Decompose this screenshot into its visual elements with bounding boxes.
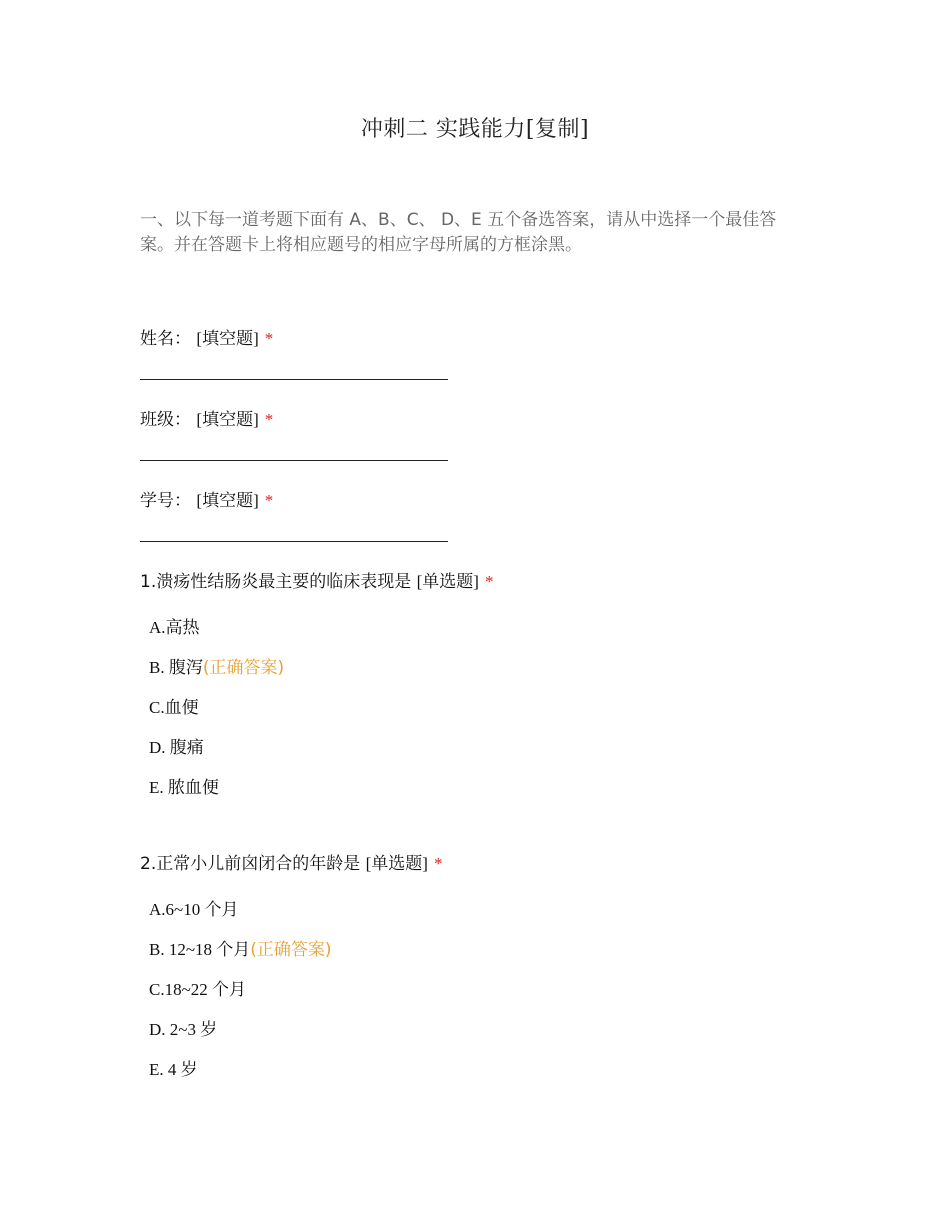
- correct-answer-tag: (正确答案): [250, 940, 332, 960]
- student-id-blank-field[interactable]: [140, 541, 448, 542]
- option-text: 个月: [212, 980, 247, 1000]
- q2-option-b[interactable]: [149, 935, 332, 960]
- question-1-stem: [140, 567, 493, 592]
- required-mark: *: [264, 491, 274, 510]
- instructions-text: 一、以下每一道考题下面有 A、B、C、 D、E 五个备选答案，请从中选择一个最佳答案。并在答题卡上将相应题号的相应字母所属的方框涂黑。: [140, 210, 777, 255]
- question-type: [填空题]: [196, 410, 259, 429]
- question-type: [单选题]: [416, 572, 479, 591]
- option-text: 腹痛: [169, 738, 204, 758]
- required-mark: *: [484, 572, 494, 591]
- option-letter: E. 4: [149, 1060, 181, 1079]
- q1-option-e[interactable]: [149, 773, 219, 798]
- question-2-stem: [140, 849, 442, 874]
- name-blank-field[interactable]: [140, 379, 448, 380]
- option-text: 高热: [165, 618, 200, 638]
- fill-question-class: [140, 405, 273, 430]
- q1-option-b[interactable]: [149, 653, 284, 678]
- option-letter: B. 12~18: [149, 940, 217, 959]
- q2-option-e[interactable]: [149, 1055, 198, 1080]
- q2-option-d[interactable]: [149, 1015, 217, 1040]
- option-letter: C.18~22: [149, 980, 213, 999]
- option-text: 腹泻: [168, 658, 203, 678]
- option-letter: B.: [149, 658, 169, 677]
- option-letter: A.6~10: [149, 900, 205, 919]
- question-label: 姓名：: [140, 329, 191, 349]
- question-label: 班级：: [140, 410, 191, 430]
- required-mark: *: [264, 329, 274, 348]
- question-type: [填空题]: [196, 329, 259, 348]
- option-letter: A.: [149, 618, 166, 637]
- fill-question-name: [140, 324, 273, 349]
- question-type: [单选题]: [365, 854, 428, 873]
- page-title: 冲刺二 实践能力[复制]: [360, 117, 590, 142]
- option-letter: C.: [149, 698, 165, 717]
- option-text: 岁: [200, 1020, 218, 1040]
- option-letter: D.: [149, 738, 170, 757]
- fill-question-student-id: [140, 486, 273, 511]
- option-text: 脓血便: [167, 778, 219, 798]
- option-text: 个月: [204, 900, 239, 920]
- q2-option-a[interactable]: [149, 895, 238, 920]
- correct-answer-tag: (正确答案): [202, 658, 285, 678]
- question-label: 学号：: [140, 491, 191, 511]
- question-text: 2.正常小儿前囟闭合的年龄是: [140, 854, 361, 874]
- required-mark: *: [433, 854, 443, 873]
- required-mark: *: [264, 410, 274, 429]
- option-text: 岁: [180, 1060, 198, 1080]
- question-type: [填空题]: [196, 491, 259, 510]
- q2-option-c[interactable]: [149, 975, 246, 1000]
- q1-option-a[interactable]: [149, 613, 200, 638]
- option-text: 个月: [216, 940, 251, 960]
- q1-option-d[interactable]: [149, 733, 204, 758]
- q1-option-c[interactable]: [149, 693, 199, 718]
- option-letter: D. 2~3: [149, 1020, 201, 1039]
- class-blank-field[interactable]: [140, 460, 448, 461]
- question-text: 1.溃疡性结肠炎最主要的临床表现是: [140, 572, 412, 592]
- option-text: 血便: [164, 698, 199, 718]
- option-letter: E.: [149, 778, 168, 797]
